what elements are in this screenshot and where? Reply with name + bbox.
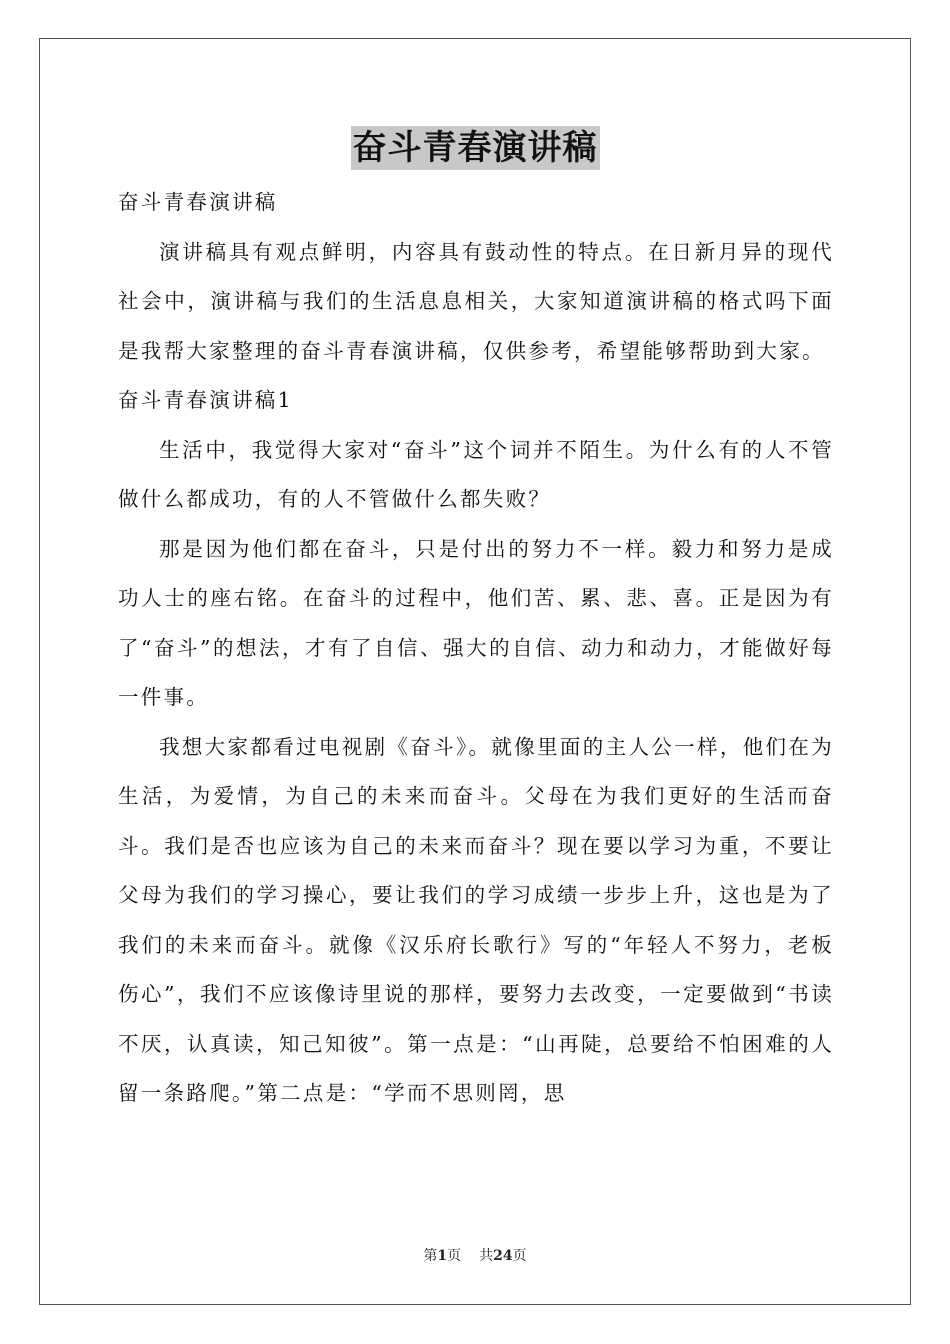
section-heading: 奋斗青春演讲稿1 [118, 388, 293, 412]
page-footer [0, 1246, 950, 1266]
body-paragraph: 生活中，我觉得大家对“奋斗”这个词并不陌生。为什么有的人不管做什么都成功，有的人不管做什么都失败？ [118, 437, 834, 511]
document-title: 奋斗青春演讲稿 [352, 128, 598, 168]
page-current: 1 [437, 1248, 448, 1264]
section-heading: 奋斗青春演讲稿 [118, 190, 278, 214]
page-total: 24 [493, 1248, 513, 1264]
title-area [0, 126, 950, 170]
page-prefix: 第 [423, 1248, 438, 1264]
intro-paragraph: 演讲稿具有观点鲜明，内容具有鼓动性的特点。在日新月异的现代社会中，演讲稿与我们的生活息息相关，大家知道演讲稿的格式吗下面是我帮大家整理的奋斗青春演讲稿，仅供参考，希望能够帮助到大家。 [118, 239, 834, 363]
total-unit: 页 [512, 1248, 527, 1264]
body-paragraph: 我想大家都看过电视剧《奋斗》。就像里面的主人公一样，他们在为生活，为爱情，为自己的未来而奋斗。父母在为我们更好的生活而奋斗。我们是否也应该为自己的未来而奋斗？现在要以学习为重，不要让父母为我们的学习操心，要让我们的学习成绩一步步上升，这也是为了我们的未来而奋斗。就像《汉乐府长歌行》写的“年轻人不努力，老板伤心”，我们不应该像诗里说的那样，要努力去改变，一定要做到“书读不厌，认真读，知己知彼”。第一点是：“山再陡，总要给不怕困难的人留一条路爬。”第二点是：“学而不思则罔，思 [118, 734, 834, 1105]
body-paragraph: 那是因为他们都在奋斗，只是付出的努力不一样。毅力和努力是成功人士的座右铭。在奋斗的过程中，他们苦、累、悲、喜。正是因为有了“奋斗”的想法，才有了自信、强大的自信、动力和动力，才能做好每一件事。 [118, 536, 834, 709]
total-prefix: 共 [479, 1248, 494, 1264]
page-unit: 页 [447, 1248, 462, 1264]
document-body [118, 178, 834, 1119]
